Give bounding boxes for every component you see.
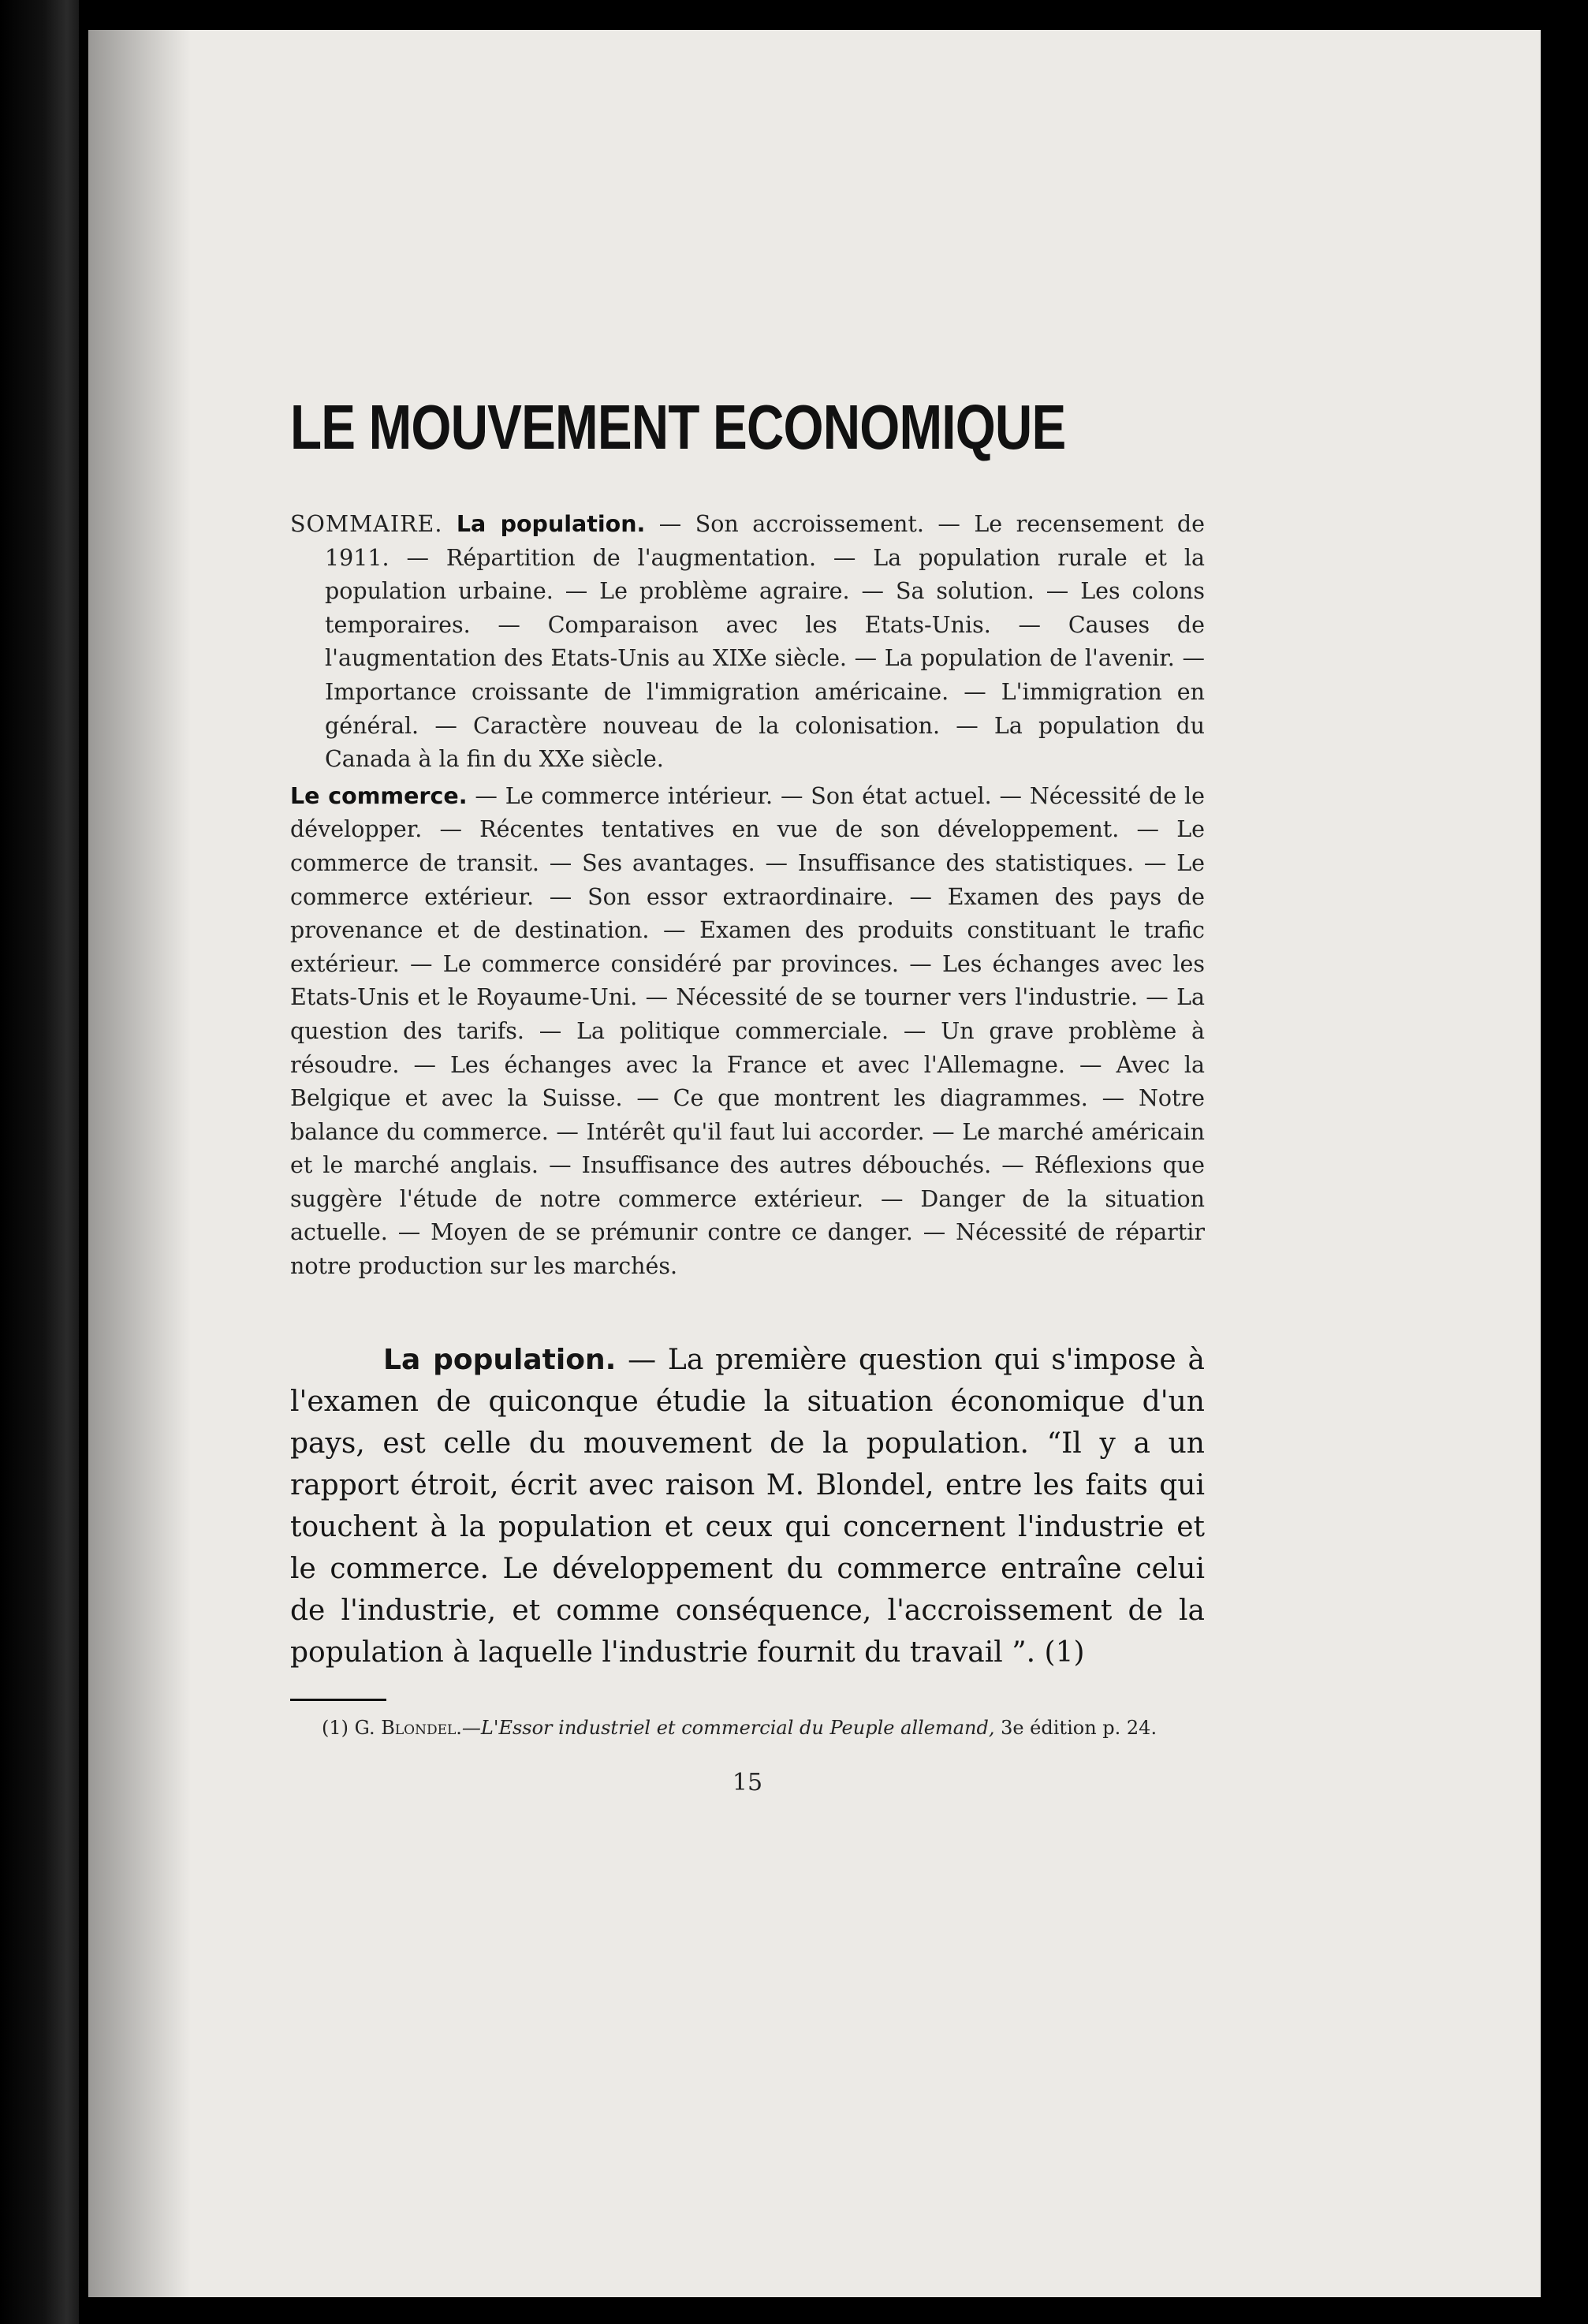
scan-left-margin [0, 0, 79, 2324]
body-paragraph [290, 1339, 1205, 1673]
footnote-marker: (1) [322, 1716, 349, 1739]
summary-population [290, 508, 1205, 777]
footnote-divider [290, 1699, 386, 1701]
summary-text-commerce: — Le commerce intérieur. — Son état actuel. — Nécessité de le développer. — Récentes tentatives en vue de son développement. — Le commerce de transit. — Ses avantages. — Insuffisance des statistiques. — Le commerce extérieur. — Son essor extraordinaire. — Examen des pays de provenance et de destination. — Examen des produits constituant le trafic extérieur. — Le commerce considéré par provinces. — Les échanges avec les Etats-Unis et le Royaume-Uni. — Nécessité de se tourner vers l'industrie. — La question des tarifs. — La politique commerciale. — Un grave problème à résoudre. — Les échanges avec la France et avec l'Allemagne. — Avec la Belgique et avec la Suisse. — Ce que montrent les diagrammes. — Notre balance du commerce. — Intérêt qu'il faut lui accorder. — Le marché américain et le marché anglais. — Insuffisance des autres débouchés. — Réflexions que suggère l'étude de notre commerce extérieur. — Danger de la situation actuelle. — Moyen de se prémunir contre ce danger. — Nécessité de répartir notre production sur les marchés. [290, 782, 1206, 1280]
footnote [290, 1715, 1205, 1740]
footnote-title: —L'Essor industriel et commercial du Peuple allemand, [461, 1716, 995, 1739]
summary-label: SOMMAIRE. [290, 511, 443, 537]
summary-heading-population: La population. [456, 511, 646, 537]
footnote-author: G. Blondel. [354, 1716, 462, 1739]
page-number: 15 [732, 1768, 763, 1796]
body-heading: La population. [383, 1343, 617, 1376]
summary-text-population: — Son accroissement. — Le recensement de 1911. — Répartition de l'augmentation. — La population rurale et la population urbaine. — Le problème agraire. — Sa solution. — Les colons temporaires. — Comparaison avec les Etats-Unis. — Causes de l'augmentation des Etats-Unis au XIXe siècle. — La population de l'avenir. — Importance croissante de l'immigration américaine. — L'immigration en général. — Caractère nouveau de la colonisation. — La population du Canada à la fin du XXe siècle. [325, 511, 1205, 773]
summary-heading-commerce: Le commerce. [290, 782, 468, 809]
footnote-edition: 3e édition p. 24. [994, 1716, 1157, 1739]
page-gutter-shadow [88, 30, 191, 2297]
summary-commerce [290, 780, 1205, 1284]
page-content [290, 394, 1205, 1796]
chapter-summary [290, 508, 1205, 1284]
page-title: LE MOUVEMENT ECONOMIQUE [290, 392, 1066, 462]
body-text: — La première question qui s'impose à l'examen de quiconque étudie la situation économique d'un pays, est celle du mouvement de la population. “Il y a un rapport étroit, écrit avec raison M. Blondel, entre les faits qui touchent à la population et ceux qui concernent l'industrie et le commerce. Le développement du commerce entraîne celui de l'industrie, et comme conséquence, l'accroissement de la population à laquelle l'industrie fournit du travail ”. (1) [290, 1343, 1205, 1669]
